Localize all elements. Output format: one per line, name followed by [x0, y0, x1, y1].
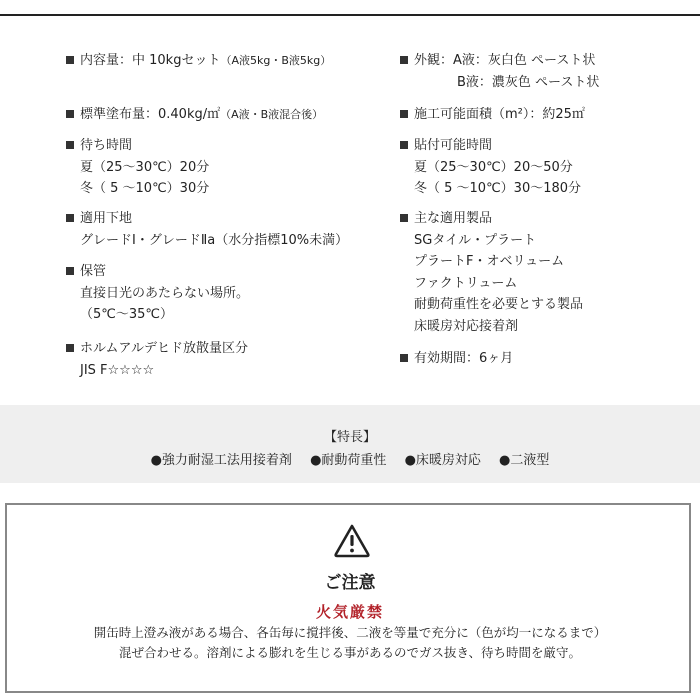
- content-amount-sub: （A液5kg・B液5kg）: [220, 54, 332, 67]
- square-bullet-icon: [400, 214, 408, 222]
- area-label: 施工可能面積（m²）：約25㎡: [414, 107, 585, 122]
- top-divider: [0, 14, 700, 16]
- content-amount-label: 内容量：中 10kgセット: [80, 53, 221, 68]
- appearance-line2: B液：濃灰色 ペースト状: [457, 74, 600, 90]
- spec-substrate: [66, 208, 348, 251]
- bond-time-title: 貼付可能時間: [414, 138, 493, 153]
- formaldehyde-value: JIS F☆☆☆☆: [80, 362, 155, 378]
- caution-box: [5, 503, 691, 693]
- spec-expiry: [400, 348, 513, 370]
- formaldehyde-title: ホルムアルデヒド放散量区分: [80, 341, 248, 356]
- features-list: [0, 449, 700, 468]
- square-bullet-icon: [66, 141, 74, 149]
- product-item: 耐動荷重性を必要とする製品: [414, 297, 584, 312]
- spec-content-amount: [66, 50, 331, 72]
- expiry-label: 有効期間：6ヶ月: [414, 351, 514, 366]
- product-item: SGタイル・プラート: [414, 232, 537, 248]
- square-bullet-icon: [66, 344, 74, 352]
- storage-line1: 直接日光のあたらない場所。: [80, 285, 250, 301]
- product-item: 床暖房対応接着剤: [414, 318, 519, 334]
- caution-heading: ご注意: [324, 573, 376, 593]
- product-item: ファクトリューム: [414, 275, 518, 291]
- wait-time-winter: 冬（ 5 ～10℃）30分: [80, 181, 210, 196]
- spec-wait-time: [66, 135, 209, 200]
- coverage-sub: （A液・B液混合後）: [220, 108, 324, 121]
- coverage-label: 標準塗布量：0.40kg/㎡: [80, 107, 221, 122]
- spec-bond-time: [400, 135, 581, 200]
- caution-body: [7, 623, 693, 663]
- spec-storage: [66, 261, 249, 326]
- product-item: プラートF・オベリューム: [414, 254, 565, 269]
- spec-products: [400, 208, 583, 337]
- storage-line2: （5℃～35℃）: [80, 307, 174, 322]
- storage-title: 保管: [80, 264, 107, 279]
- spec-coverage: [66, 104, 323, 126]
- feature-item: ●強力耐湿工法用接着剤: [150, 453, 292, 468]
- square-bullet-icon: [400, 354, 408, 362]
- bond-time-winter: 冬（ 5 ～10℃）30～180分: [414, 181, 582, 196]
- warning-triangle-icon: [334, 523, 370, 559]
- appearance-line1: 外観：A液：灰白色 ペースト状: [414, 53, 596, 68]
- square-bullet-icon: [400, 141, 408, 149]
- caution-line2: 混ぜ合わせる。溶剤による膨れを生じる事があるのでガス抜き、待ち時間を厳守。: [118, 645, 581, 660]
- square-bullet-icon: [66, 56, 74, 64]
- caution-line1: 開缶時上澄み液がある場合、各缶毎に撹拌後、二液を等量で充分に（色が均一になるまで）: [93, 625, 607, 640]
- feature-item: ●床暖房対応: [404, 453, 481, 468]
- products-title: 主な適用製品: [414, 211, 493, 226]
- square-bullet-icon: [66, 110, 74, 118]
- square-bullet-icon: [400, 110, 408, 118]
- spec-formaldehyde: [66, 338, 248, 381]
- square-bullet-icon: [66, 214, 74, 222]
- features-title: 【特長】: [323, 430, 376, 445]
- fire-warning: 火気厳禁: [315, 603, 384, 621]
- feature-item: ●二液型: [499, 453, 550, 468]
- bond-time-summer: 夏（25～30℃）20～50分: [414, 159, 573, 175]
- square-bullet-icon: [400, 56, 408, 64]
- wait-time-summer: 夏（25～30℃）20分: [80, 159, 210, 175]
- substrate-value: グレードⅠ・グレードⅡa（水分指標10%未満）: [80, 232, 349, 248]
- substrate-title: 適用下地: [80, 211, 133, 226]
- square-bullet-icon: [66, 267, 74, 275]
- wait-time-title: 待ち時間: [80, 138, 133, 153]
- feature-item: ●耐動荷重性: [310, 453, 387, 468]
- spec-appearance: [400, 50, 599, 93]
- features-band: [0, 405, 700, 483]
- spec-area: [400, 104, 585, 126]
